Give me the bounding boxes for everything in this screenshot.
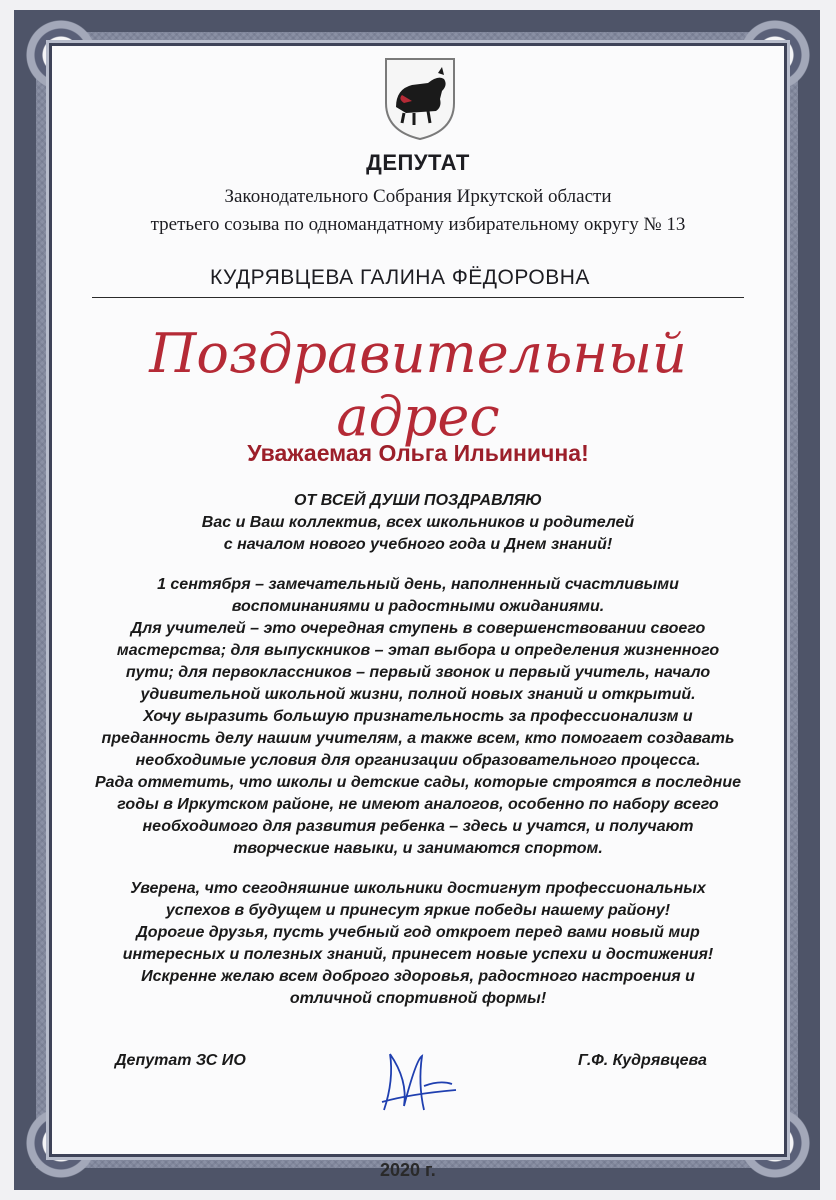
- paragraph2-line: Уверена, что сегодняшние школьники достигнут профессиональных: [130, 880, 706, 897]
- header-line-2: третьего созыва по одномандатному избирательному округу № 13: [150, 214, 686, 235]
- document-title: Поздравительный адрес: [149, 322, 687, 448]
- paragraph1-line: 1 сентября – замечательный день, наполненный счастливыми: [157, 576, 679, 593]
- header-title: ДЕПУТАТ: [366, 150, 470, 175]
- greeting-line: с началом нового учебного года и Днем знаний!: [223, 536, 613, 553]
- letter-body: [60, 490, 776, 1010]
- salutation: Уважаемая Ольга Ильинична!: [247, 440, 589, 466]
- paragraph1-line: годы в Иркутском районе, не имеют аналогов, особенно по набору всего: [117, 796, 719, 813]
- paragraph1-line: Хочу выразить большую признательность за профессионализм и: [143, 708, 693, 725]
- paragraph1-line: воспоминаниями и радостными ожиданиями.: [231, 598, 605, 615]
- paragraph1-line: мастерства; для выпускников – этап выбора и определения жизненного: [116, 642, 720, 659]
- paragraph1-line: пути; для первоклассников – первый звонок и первый учитель, начало: [125, 664, 711, 681]
- header-line-1: Законодательного Собрания Иркутской области: [224, 186, 612, 207]
- greeting-line: Вас и Ваш коллектив, всех школьников и родителей: [201, 514, 635, 531]
- paragraph2-line: успехов в будущем и принесут яркие победы нашему району!: [165, 902, 671, 919]
- paragraph1-line: удивительной школьной жизни, полной новых знаний и открытий.: [140, 686, 696, 703]
- paragraph1-line: творческие навыки, и занимаются спортом.: [233, 840, 603, 857]
- paragraph2-line: отличной спортивной формы!: [289, 990, 547, 1007]
- paragraph1-line: Для учителей – это очередная ступень в совершенствовании своего: [130, 620, 706, 637]
- paragraph2-line: Дорогие друзья, пусть учебный год откроет перед вами новый мир: [136, 924, 700, 941]
- name-underline: [92, 297, 744, 298]
- handwritten-signature-icon: [360, 1040, 470, 1120]
- paragraph2-line: Искренне желаю всем доброго здоровья, радостного настроения и: [141, 968, 695, 985]
- signer-position: Депутат ЗС ИО: [115, 1052, 246, 1069]
- signer-name: Г.Ф. Кудрявцева: [578, 1052, 707, 1069]
- greeting-line: ОТ ВСЕЙ ДУШИ ПОЗДРАВЛЯЮ: [294, 492, 542, 509]
- paragraph1-line: необходимого для развития ребенка – здесь и учатся, и получают: [142, 818, 694, 835]
- deputy-name: КУДРЯВЦЕВА ГАЛИНА ФЁДОРОВНА: [210, 266, 590, 289]
- paragraph1-line: преданность делу нашим учителям, а также всем, кто помогает создавать: [101, 730, 735, 747]
- paragraph1-line: необходимые условия для организации образовательного процесса.: [135, 752, 701, 769]
- document-year: 2020 г.: [380, 1160, 436, 1180]
- paragraph1-line: Рада отметить, что школы и детские сады, которые строятся в последние: [94, 774, 741, 791]
- irkutsk-coat-of-arms-icon: [382, 55, 458, 141]
- paragraph2-line: интересных и полезных знаний, принесет новые успехи и достижения!: [122, 946, 714, 963]
